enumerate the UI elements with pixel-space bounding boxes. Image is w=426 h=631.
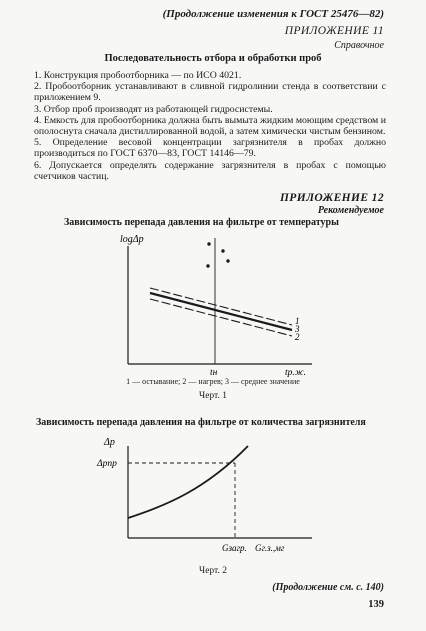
appendix-11-heading: ПРИЛОЖЕНИЕ 11	[284, 25, 384, 37]
line-3-average	[150, 293, 292, 330]
procedure-list	[34, 70, 386, 182]
line-1-cooling	[150, 288, 292, 325]
procedure-item: 4. Емкость для пробоотборника должна быть вымыта жидким моющим средством и ополоснута сначала дистиллированной водой, а затем химически чистым бензином.	[34, 114, 386, 138]
data-point	[207, 242, 210, 245]
continuation-note: (Продолжение изменения к ГОСТ 25476—82)	[162, 8, 384, 20]
appendix-12-status: Рекомендуемое	[317, 205, 384, 216]
data-point	[226, 259, 229, 262]
data-point	[221, 249, 224, 252]
procedure-item: 1. Конструкция пробоотборника — по ИСО 4021.	[34, 70, 242, 81]
appendix-11-status: Справочное	[334, 40, 384, 51]
line-2-heating	[150, 299, 292, 336]
appendix-12-heading: ПРИЛОЖЕНИЕ 12	[279, 192, 384, 204]
x-tick-label: Gзагр.	[222, 543, 247, 553]
figure-1-legend: 1 — остывание; 2 — нагрев; 3 — среднее значение	[126, 377, 300, 386]
line-2-label: 2	[295, 332, 300, 342]
y-tick-label: Δpпр	[97, 459, 117, 469]
y-axis-label: logΔp	[120, 234, 144, 245]
line-3-label: 3	[295, 324, 300, 334]
x-axis-label: tр.ж.	[285, 368, 306, 378]
procedure-item: 5. Определение весовой концентрации загрязнителя в пробах должно производиться по ГОСТ 6370—83, ГОСТ 14146—79.	[34, 137, 386, 160]
figure-1-title: Зависимость перепада давления на фильтре от температуры	[64, 217, 339, 228]
section-title: Последовательность отбора и обработки проб	[104, 53, 322, 64]
procedure-item: 2. Пробоотборник устанавливают в сливной гидролинии стенда в соответствии с приложением 9.	[34, 81, 386, 104]
figure-1-caption: Черт. 1	[199, 391, 227, 401]
page-number: 139	[368, 599, 384, 610]
continued-note: (Продолжение см. с. 140)	[272, 582, 384, 593]
line-1-label: 1	[295, 316, 300, 326]
data-point	[206, 264, 209, 267]
figure-2-plot	[0, 428, 426, 558]
x-axis-label: Gг.з.,мг	[255, 543, 285, 553]
y-axis-label: Δp	[104, 437, 115, 448]
x-tick-label: tн	[210, 368, 218, 378]
figure-2-title: Зависимость перепада давления на фильтре от количества загрязнителя	[36, 417, 366, 428]
pressure-curve	[128, 446, 248, 518]
procedure-item: 6. Допускается определять содержание загрязнителя в пробах с помощью счетчиков частиц.	[34, 159, 386, 182]
figure-2-caption: Черт. 2	[199, 566, 227, 576]
procedure-item: 3. Отбор проб производят из работающей гидросистемы.	[34, 103, 273, 115]
